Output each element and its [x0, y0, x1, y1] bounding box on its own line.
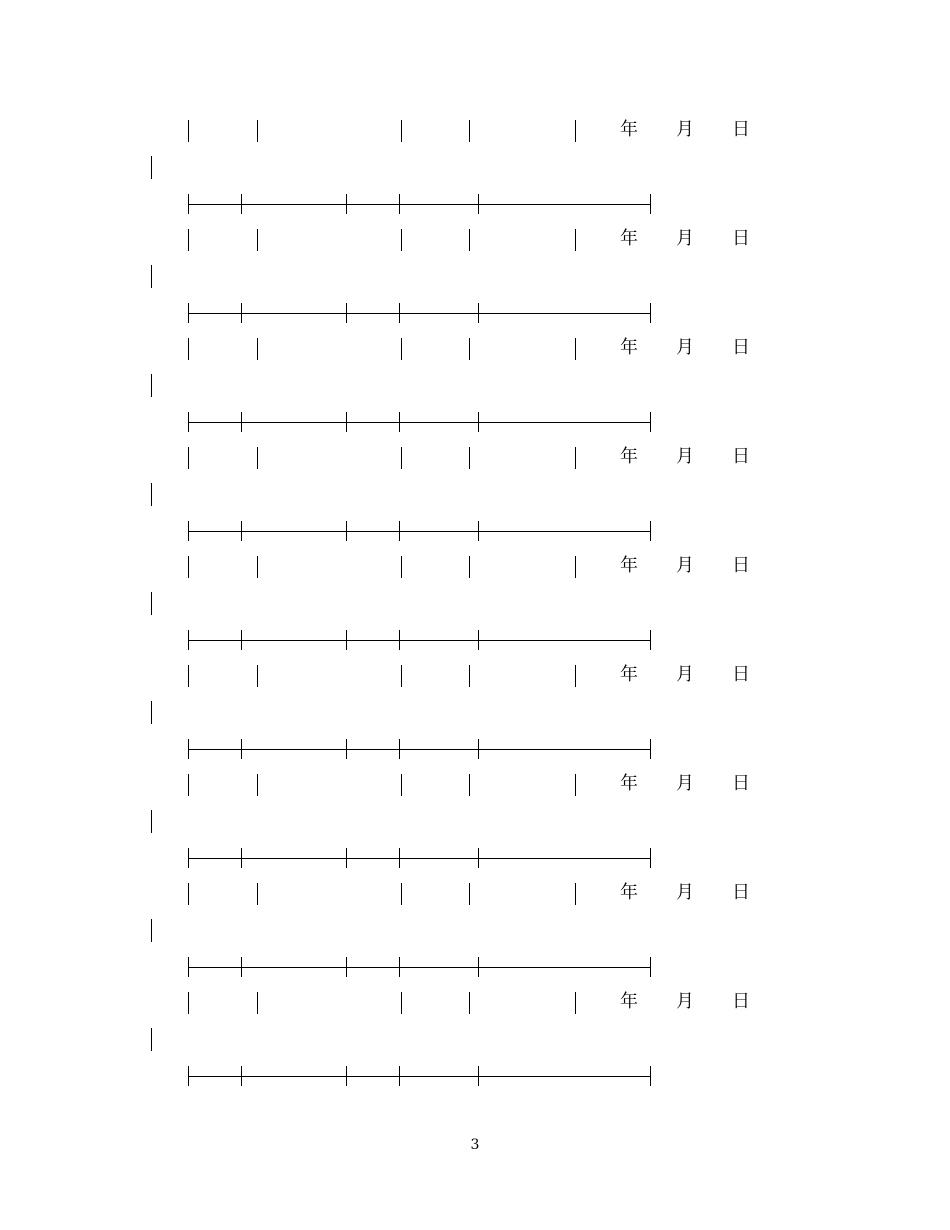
- rule-tick: [399, 303, 400, 323]
- rule-tick: [650, 194, 651, 214]
- date-label-day: 日: [732, 555, 750, 576]
- column-separator: [188, 447, 189, 469]
- rule-tick: [188, 848, 189, 868]
- rule-tick: [188, 412, 189, 432]
- column-separator: [257, 774, 258, 796]
- row-rule: [188, 967, 650, 968]
- column-separator: [469, 883, 470, 905]
- column-separator: [188, 992, 189, 1014]
- date-label-year: 年: [620, 882, 638, 903]
- column-separator: [188, 883, 189, 905]
- row-marker: [151, 483, 152, 506]
- rule-tick: [188, 303, 189, 323]
- column-separator: [257, 883, 258, 905]
- row-rule: [188, 313, 650, 314]
- column-separator: [188, 556, 189, 578]
- column-separator: [401, 883, 402, 905]
- date-label-day: 日: [732, 446, 750, 467]
- column-separator: [401, 229, 402, 251]
- rule-tick: [478, 848, 479, 868]
- rule-tick: [346, 412, 347, 432]
- date-label-day: 日: [732, 337, 750, 358]
- rule-tick: [241, 630, 242, 650]
- date-label-year: 年: [620, 337, 638, 358]
- row-rule: [188, 640, 650, 641]
- rule-tick: [478, 194, 479, 214]
- row-rule: [188, 1076, 650, 1077]
- date-label-month: 月: [676, 119, 694, 140]
- rule-tick: [346, 957, 347, 977]
- rule-tick: [650, 957, 651, 977]
- rule-tick: [478, 957, 479, 977]
- page-number: 3: [470, 1137, 480, 1153]
- column-separator: [575, 447, 576, 469]
- rule-tick: [346, 194, 347, 214]
- rule-tick: [188, 739, 189, 759]
- rule-tick: [478, 739, 479, 759]
- rule-tick: [241, 957, 242, 977]
- column-separator: [575, 883, 576, 905]
- date-label-year: 年: [620, 991, 638, 1012]
- column-separator: [401, 120, 402, 142]
- date-label-day: 日: [732, 119, 750, 140]
- row-rule: [188, 749, 650, 750]
- rule-tick: [346, 848, 347, 868]
- date-label-month: 月: [676, 773, 694, 794]
- rule-tick: [650, 412, 651, 432]
- rule-tick: [241, 521, 242, 541]
- rule-tick: [241, 739, 242, 759]
- column-separator: [188, 774, 189, 796]
- column-separator: [401, 556, 402, 578]
- column-separator: [401, 665, 402, 687]
- rule-tick: [399, 194, 400, 214]
- column-separator: [469, 665, 470, 687]
- date-label-year: 年: [620, 555, 638, 576]
- column-separator: [575, 338, 576, 360]
- column-separator: [257, 992, 258, 1014]
- column-separator: [188, 120, 189, 142]
- row-marker: [151, 156, 152, 179]
- column-separator: [401, 338, 402, 360]
- column-separator: [575, 229, 576, 251]
- date-label-year: 年: [620, 664, 638, 685]
- column-separator: [401, 447, 402, 469]
- date-label-month: 月: [676, 555, 694, 576]
- date-label-year: 年: [620, 773, 638, 794]
- rule-tick: [346, 303, 347, 323]
- row-rule: [188, 858, 650, 859]
- column-separator: [257, 229, 258, 251]
- date-label-day: 日: [732, 773, 750, 794]
- rule-tick: [650, 1066, 651, 1086]
- rule-tick: [346, 1066, 347, 1086]
- row-marker: [151, 592, 152, 615]
- rule-tick: [346, 739, 347, 759]
- rule-tick: [346, 630, 347, 650]
- row-marker: [151, 374, 152, 397]
- rule-tick: [399, 739, 400, 759]
- date-label-year: 年: [620, 446, 638, 467]
- rule-tick: [241, 194, 242, 214]
- rule-tick: [241, 303, 242, 323]
- row-marker: [151, 701, 152, 724]
- column-separator: [401, 992, 402, 1014]
- column-separator: [257, 556, 258, 578]
- date-label-day: 日: [732, 882, 750, 903]
- column-separator: [469, 447, 470, 469]
- column-separator: [257, 665, 258, 687]
- rule-tick: [399, 848, 400, 868]
- column-separator: [401, 774, 402, 796]
- rule-tick: [188, 630, 189, 650]
- rule-tick: [399, 957, 400, 977]
- rule-tick: [399, 412, 400, 432]
- column-separator: [257, 338, 258, 360]
- column-separator: [469, 120, 470, 142]
- column-separator: [469, 992, 470, 1014]
- date-label-year: 年: [620, 228, 638, 249]
- row-rule: [188, 422, 650, 423]
- rule-tick: [241, 848, 242, 868]
- column-separator: [469, 556, 470, 578]
- date-label-year: 年: [620, 119, 638, 140]
- column-separator: [469, 229, 470, 251]
- rule-tick: [478, 303, 479, 323]
- rule-tick: [478, 630, 479, 650]
- column-separator: [575, 556, 576, 578]
- date-label-day: 日: [732, 991, 750, 1012]
- row-rule: [188, 531, 650, 532]
- rule-tick: [241, 1066, 242, 1086]
- column-separator: [575, 992, 576, 1014]
- row-marker: [151, 1028, 152, 1051]
- rule-tick: [399, 521, 400, 541]
- column-separator: [257, 447, 258, 469]
- date-label-day: 日: [732, 664, 750, 685]
- column-separator: [469, 338, 470, 360]
- column-separator: [469, 774, 470, 796]
- rule-tick: [188, 957, 189, 977]
- rule-tick: [650, 848, 651, 868]
- column-separator: [575, 665, 576, 687]
- rule-tick: [650, 521, 651, 541]
- date-label-month: 月: [676, 664, 694, 685]
- row-marker: [151, 919, 152, 942]
- rule-tick: [650, 630, 651, 650]
- rule-tick: [478, 521, 479, 541]
- column-separator: [575, 774, 576, 796]
- rule-tick: [399, 1066, 400, 1086]
- rule-tick: [188, 521, 189, 541]
- column-separator: [188, 229, 189, 251]
- column-separator: [188, 665, 189, 687]
- date-label-month: 月: [676, 882, 694, 903]
- rule-tick: [346, 521, 347, 541]
- date-label-month: 月: [676, 337, 694, 358]
- column-separator: [188, 338, 189, 360]
- rule-tick: [241, 412, 242, 432]
- rule-tick: [399, 630, 400, 650]
- column-separator: [257, 120, 258, 142]
- rule-tick: [650, 739, 651, 759]
- row-rule: [188, 204, 650, 205]
- date-label-month: 月: [676, 228, 694, 249]
- date-label-day: 日: [732, 228, 750, 249]
- column-separator: [575, 120, 576, 142]
- row-marker: [151, 265, 152, 288]
- row-marker: [151, 810, 152, 833]
- rule-tick: [478, 1066, 479, 1086]
- rule-tick: [650, 303, 651, 323]
- rule-tick: [188, 194, 189, 214]
- rule-tick: [478, 412, 479, 432]
- date-label-month: 月: [676, 991, 694, 1012]
- rule-tick: [188, 1066, 189, 1086]
- date-label-month: 月: [676, 446, 694, 467]
